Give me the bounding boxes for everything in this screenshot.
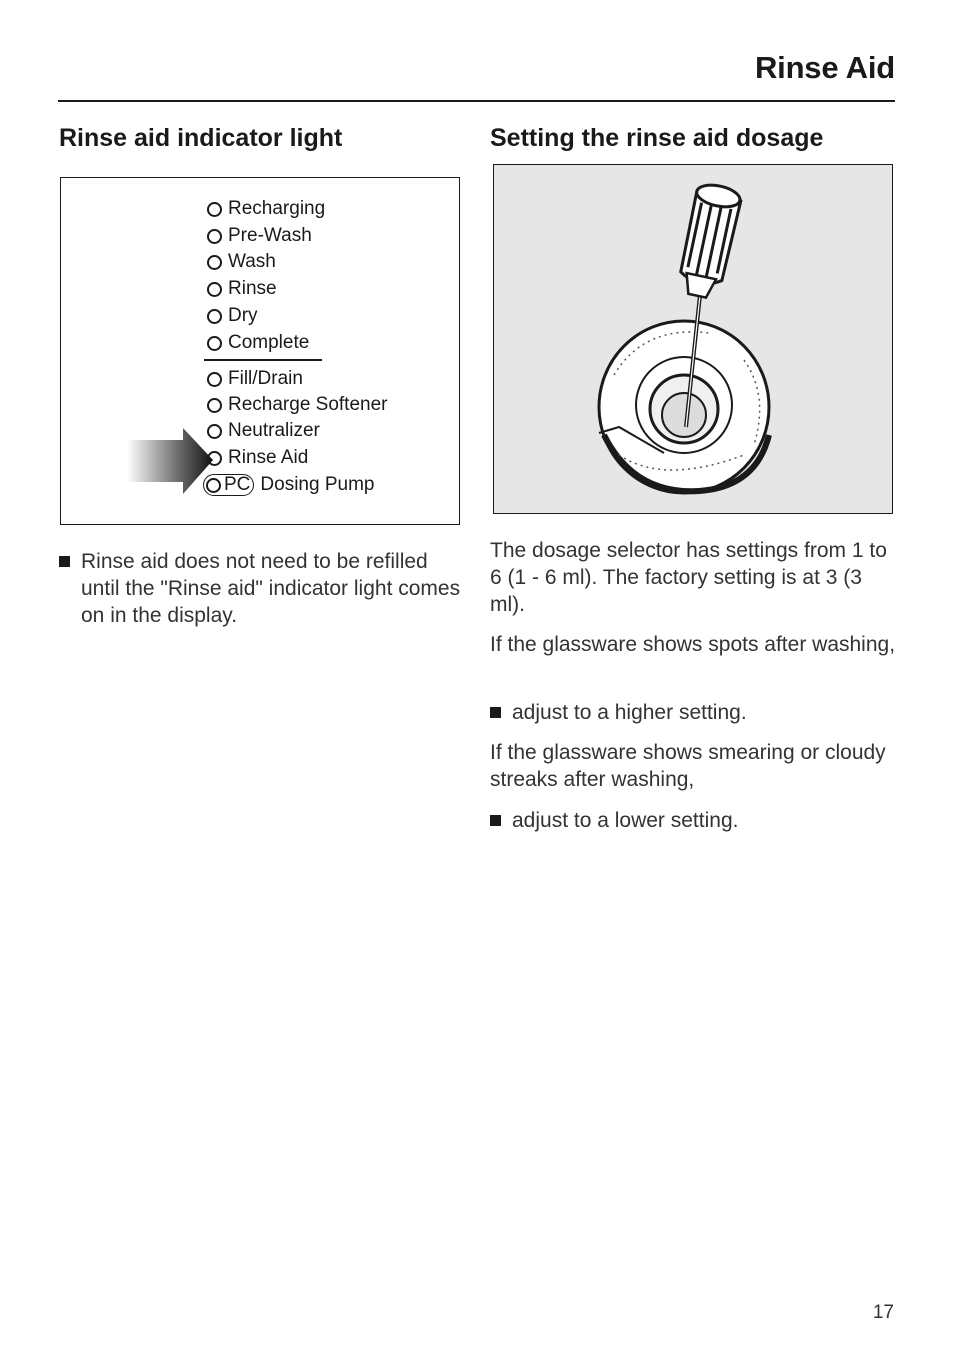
indicator-ring-icon xyxy=(207,424,222,439)
indicator-recharge-softener xyxy=(207,394,388,416)
indicator-label: Dosing Pump xyxy=(260,474,375,495)
indicator-label: Wash xyxy=(228,251,276,272)
higher-setting-bullet: adjust to a higher setting. xyxy=(512,701,747,724)
indicator-ring-icon xyxy=(207,282,222,297)
dosage-selector-illustration xyxy=(493,164,893,514)
bullet-icon xyxy=(490,707,501,718)
indicator-neutralizer xyxy=(207,420,320,442)
page-number: 17 xyxy=(872,1302,894,1323)
indicator-label: Rinse Aid xyxy=(228,447,309,468)
indicator-fill-drain xyxy=(207,368,303,390)
indicator-label: Pre-Wash xyxy=(228,225,312,246)
indicator-dosing-pump xyxy=(207,474,374,496)
indicator-ring-icon xyxy=(207,336,222,351)
indicator-label: Complete xyxy=(228,332,310,353)
indicator-label: Neutralizer xyxy=(228,420,320,441)
indicator-ring-icon xyxy=(207,255,222,270)
indicator-complete xyxy=(207,332,309,354)
indicator-label: Recharging xyxy=(228,198,326,219)
indicator-rinse xyxy=(207,278,277,300)
indicator-ring-icon xyxy=(207,309,222,324)
indicator-ring-icon xyxy=(207,398,222,413)
section-heading-dosage: Setting the rinse aid dosage xyxy=(490,124,824,152)
indicator-panel xyxy=(60,177,460,525)
indicator-rinse-aid xyxy=(207,447,308,469)
pc-label: PC xyxy=(224,474,251,495)
indicator-label: Fill/Drain xyxy=(228,368,303,389)
indicator-ring-icon xyxy=(207,372,222,387)
pc-badge xyxy=(203,474,254,496)
refill-note: Rinse aid does not need to be refilled until the "Rinse aid" indicator light comes on in the display. xyxy=(81,550,461,627)
indicator-label: Rinse xyxy=(228,278,277,299)
title-divider xyxy=(58,100,895,102)
indicator-recharging xyxy=(207,198,325,220)
indicator-label: Recharge Softener xyxy=(228,394,388,415)
spots-paragraph: If the glassware shows spots after washing, xyxy=(490,633,896,656)
indicator-divider xyxy=(204,359,322,361)
smearing-paragraph: If the glassware shows smearing or cloudy streaks after washing, xyxy=(490,741,886,791)
indicator-wash xyxy=(207,251,276,273)
lower-setting-bullet: adjust to a lower setting. xyxy=(512,809,739,832)
indicator-pre-wash xyxy=(207,225,312,247)
bullet-icon xyxy=(59,556,70,567)
dosage-settings-paragraph: The dosage selector has settings from 1 to 6 (1 - 6 ml). The factory setting is at 3 (3 ml). xyxy=(490,539,887,616)
page-title: Rinse Aid xyxy=(754,50,895,85)
section-heading-indicator: Rinse aid indicator light xyxy=(59,124,343,152)
screwdriver-dial-icon xyxy=(494,165,893,514)
indicator-ring-icon xyxy=(206,478,221,493)
indicator-ring-icon xyxy=(207,229,222,244)
indicator-dry xyxy=(207,305,258,327)
indicator-ring-icon xyxy=(207,451,222,466)
indicator-label: Dry xyxy=(228,305,258,326)
arrow-icon xyxy=(127,428,213,498)
indicator-ring-icon xyxy=(207,202,222,217)
bullet-icon xyxy=(490,815,501,826)
